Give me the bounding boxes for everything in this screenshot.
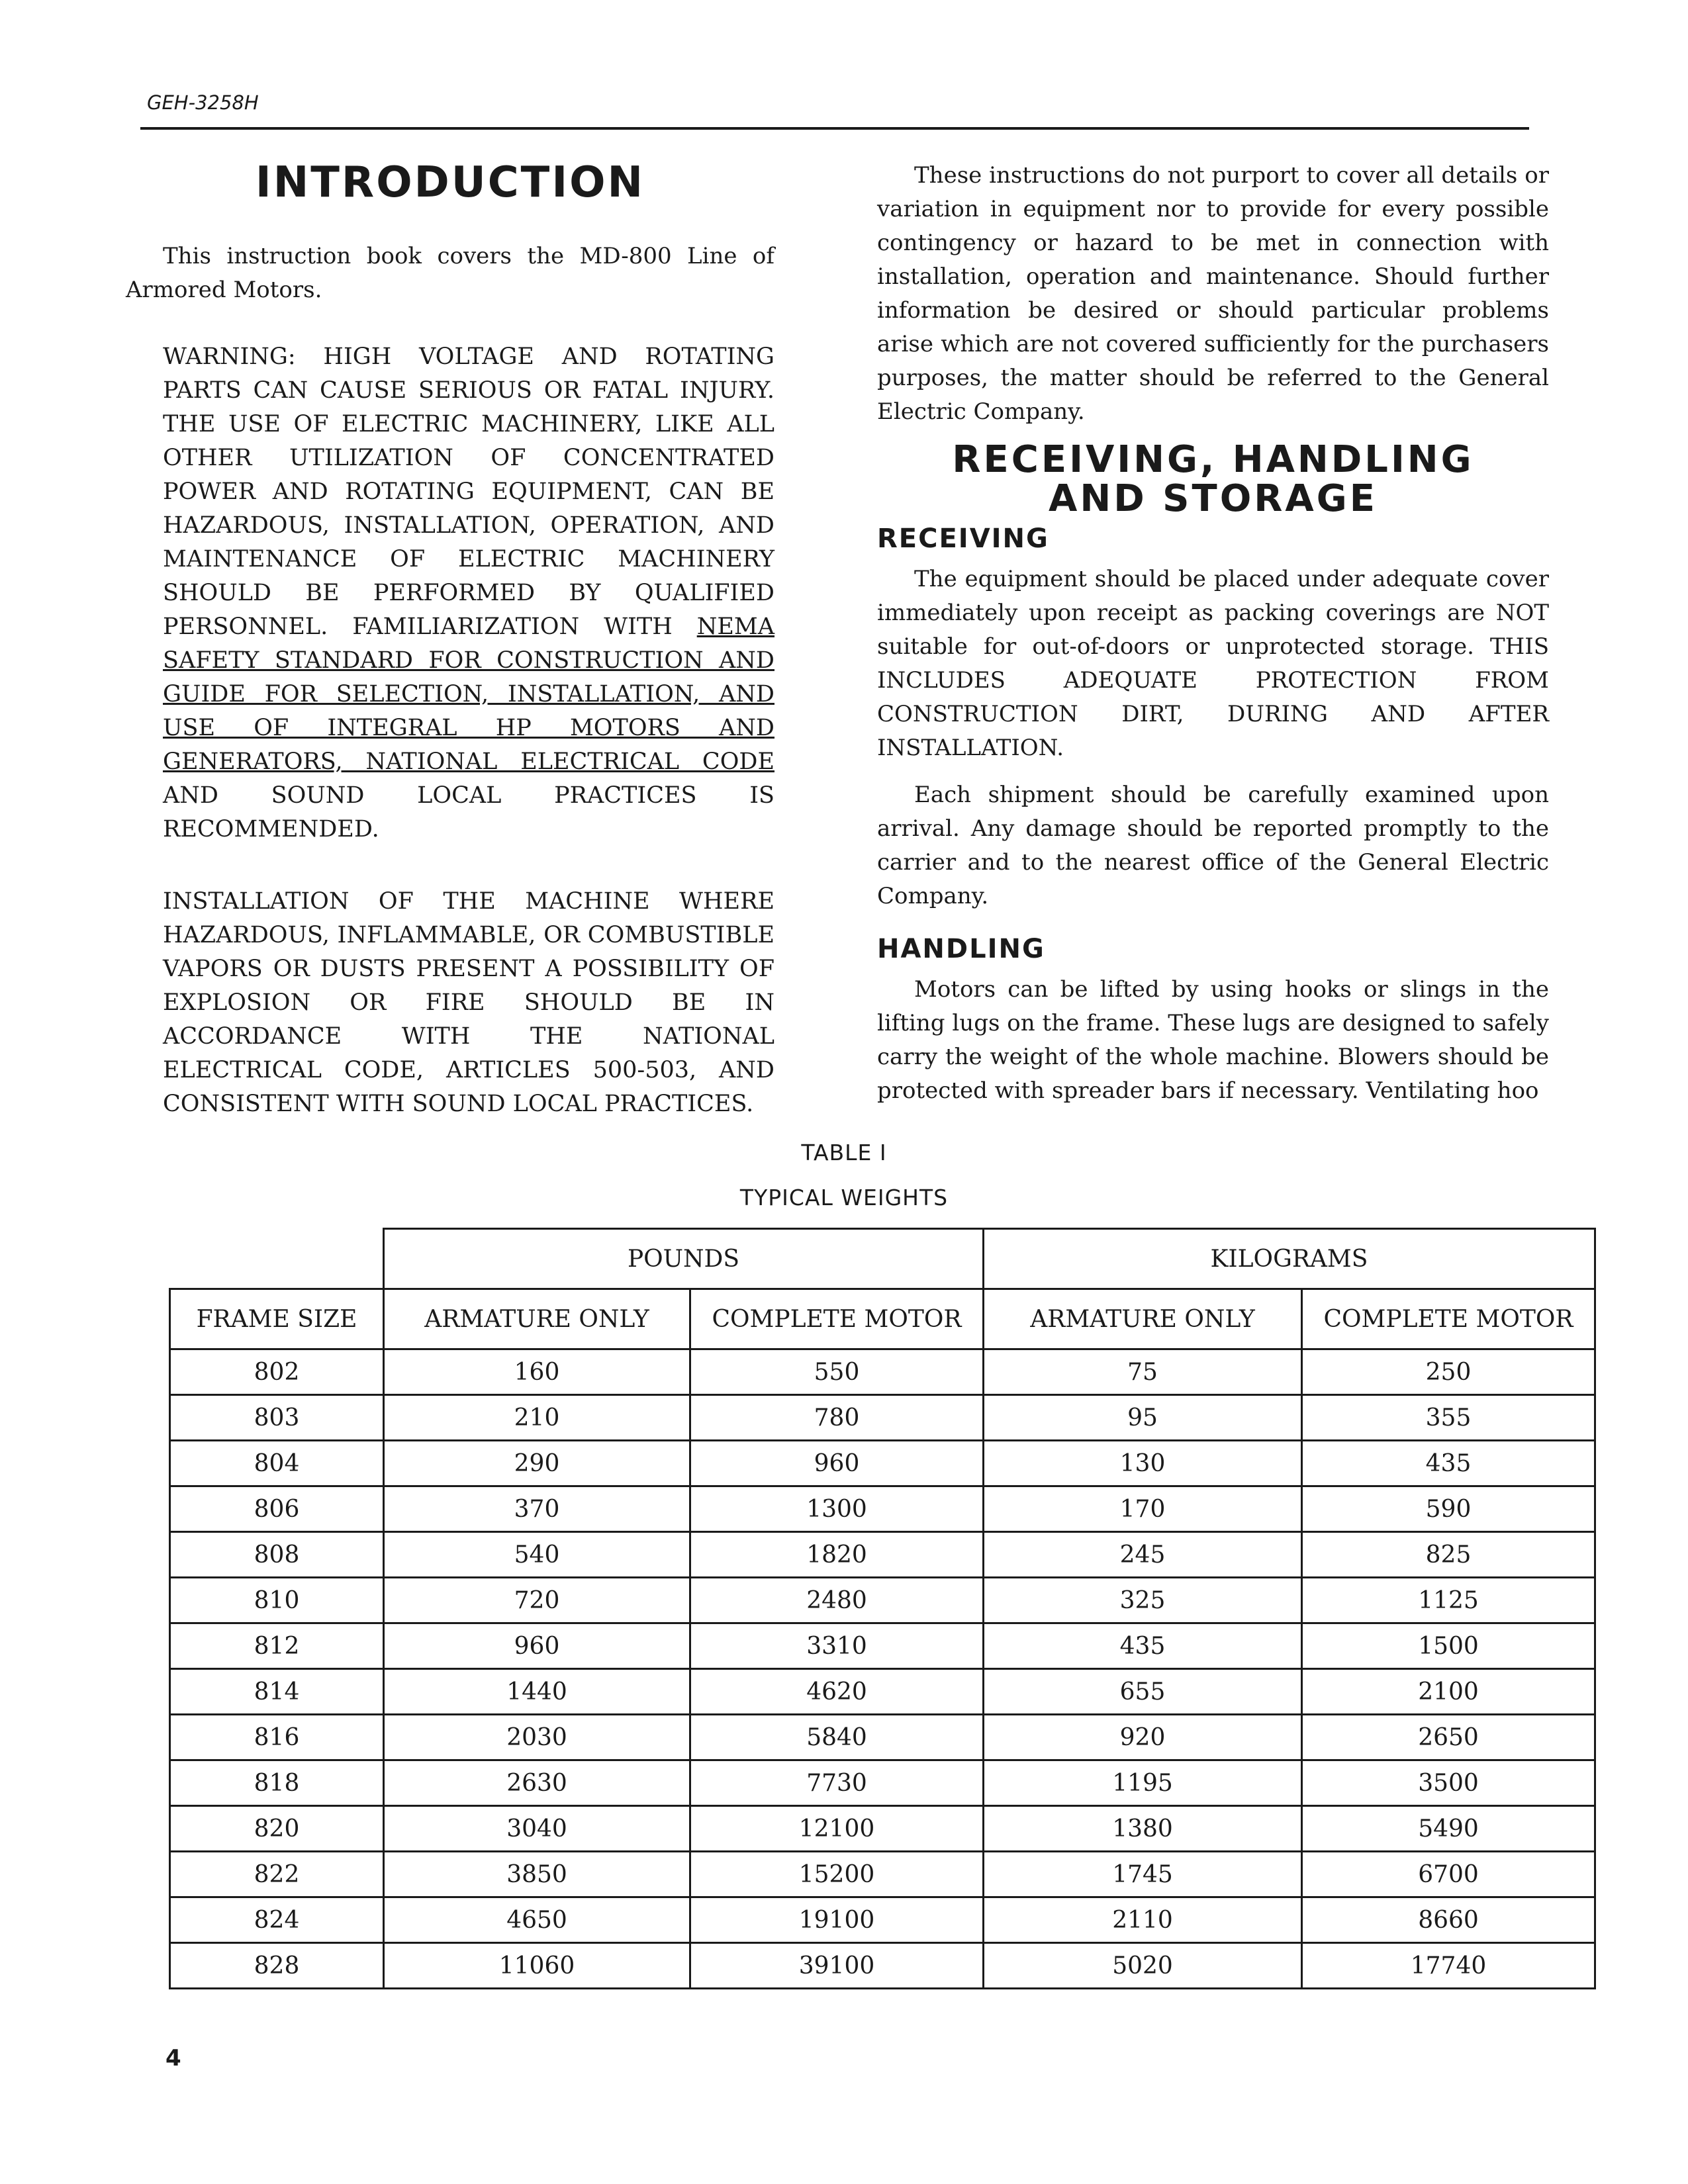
table-caption: TABLE I: [801, 1140, 887, 1165]
table-body: [170, 1349, 1595, 1989]
column-header-lb-complete: COMPLETE MOTOR: [690, 1289, 984, 1349]
frame-size-cell: 808: [170, 1532, 384, 1578]
table-row: [170, 1623, 1595, 1669]
kg-armature-cell: 435: [984, 1623, 1302, 1669]
lb-armature-cell: 11060: [384, 1943, 690, 1989]
lb-armature-cell: 3040: [384, 1806, 690, 1852]
frame-size-cell: 810: [170, 1578, 384, 1623]
kg-complete-cell: 1125: [1302, 1578, 1595, 1623]
handling-paragraph: Motors can be lifted by using hooks or slings in the lifting lugs on the frame. These lugs are designed to safely carry the weight of the whole machine. Blowers should be protected with spreader bars if necessary. Ventilating hoo: [877, 976, 1549, 1104]
kg-complete-cell: 435: [1302, 1441, 1595, 1486]
lb-armature-cell: 160: [384, 1349, 690, 1395]
lb-complete-cell: 4620: [690, 1669, 984, 1715]
table-row: [170, 1715, 1595, 1760]
frame-size-cell: 806: [170, 1486, 384, 1532]
lb-complete-cell: 5840: [690, 1715, 984, 1760]
disclaimer-paragraph: These instructions do not purport to cover all details or variation in equipment nor to provide for every possible contingency or hazard to be met in connection with installation, operation and maintenance. Should further information be desired or should particular problems arise which are not covered sufficiently for the purchasers purposes, the matter should be referred to the General Electric Company.: [877, 162, 1549, 425]
column-header-kg-armature: ARMATURE ONLY: [984, 1289, 1302, 1349]
left-column: [126, 159, 774, 1121]
lb-armature-cell: 540: [384, 1532, 690, 1578]
kg-complete-cell: 8660: [1302, 1897, 1595, 1943]
frame-size-cell: 814: [170, 1669, 384, 1715]
kg-armature-cell: 920: [984, 1715, 1302, 1760]
frame-size-cell: 818: [170, 1760, 384, 1806]
frame-size-cell: 824: [170, 1897, 384, 1943]
kg-armature-cell: 655: [984, 1669, 1302, 1715]
table-row: [170, 1395, 1595, 1441]
table-row: [170, 1532, 1595, 1578]
column-header-kg-complete: COMPLETE MOTOR: [1302, 1289, 1595, 1349]
header-rule: [140, 127, 1529, 130]
frame-size-cell: 804: [170, 1441, 384, 1486]
kg-complete-cell: 17740: [1302, 1943, 1595, 1989]
lb-armature-cell: 2630: [384, 1760, 690, 1806]
kg-armature-cell: 5020: [984, 1943, 1302, 1989]
lb-complete-cell: 15200: [690, 1852, 984, 1897]
table-row: [170, 1897, 1595, 1943]
lb-armature-cell: 2030: [384, 1715, 690, 1760]
frame-size-cell: 803: [170, 1395, 384, 1441]
frame-size-cell: 822: [170, 1852, 384, 1897]
kg-armature-cell: 325: [984, 1578, 1302, 1623]
lb-complete-cell: 19100: [690, 1897, 984, 1943]
frame-size-cell: 828: [170, 1943, 384, 1989]
kg-complete-cell: 250: [1302, 1349, 1595, 1395]
lb-armature-cell: 720: [384, 1578, 690, 1623]
kg-armature-cell: 245: [984, 1532, 1302, 1578]
kg-armature-cell: 1195: [984, 1760, 1302, 1806]
group-header-pounds: POUNDS: [384, 1229, 984, 1289]
section-title-line-2: AND STORAGE: [1048, 477, 1378, 520]
handling-heading: HANDLING: [877, 933, 1045, 964]
frame-size-cell: 812: [170, 1623, 384, 1669]
receiving-paragraph-1: The equipment should be placed under adequate cover immediately upon receipt as packing coverings are NOT suitable for out-of-doors or unprotected storage. THIS INCLUDES ADEQUATE PROTECTION FROM CONSTRUCTION DIRT, DURING AND AFTER INSTALLATION.: [877, 565, 1549, 761]
lb-complete-cell: 7730: [690, 1760, 984, 1806]
warning-paragraph: [163, 340, 774, 846]
kg-armature-cell: 95: [984, 1395, 1302, 1441]
table-row: [170, 1760, 1595, 1806]
introduction-title: INTRODUCTION: [255, 158, 645, 207]
table-row: [170, 1349, 1595, 1395]
lb-complete-cell: 1820: [690, 1532, 984, 1578]
kg-complete-cell: 2650: [1302, 1715, 1595, 1760]
table-row: [170, 1669, 1595, 1715]
right-column: [877, 159, 1549, 1108]
column-header-frame-size: FRAME SIZE: [170, 1289, 384, 1349]
lb-complete-cell: 550: [690, 1349, 984, 1395]
table-row: [170, 1943, 1595, 1989]
lb-armature-cell: 210: [384, 1395, 690, 1441]
kg-armature-cell: 130: [984, 1441, 1302, 1486]
frame-size-cell: 802: [170, 1349, 384, 1395]
lb-complete-cell: 12100: [690, 1806, 984, 1852]
table-row: [170, 1578, 1595, 1623]
lb-armature-cell: 3850: [384, 1852, 690, 1897]
lb-complete-cell: 2480: [690, 1578, 984, 1623]
lb-armature-cell: 370: [384, 1486, 690, 1532]
weights-table: [169, 1228, 1596, 1989]
kg-complete-cell: 825: [1302, 1532, 1595, 1578]
table-row: [170, 1806, 1595, 1852]
kg-armature-cell: 2110: [984, 1897, 1302, 1943]
section-title-line-1: RECEIVING, HANDLING: [952, 438, 1474, 481]
lb-complete-cell: 39100: [690, 1943, 984, 1989]
lb-complete-cell: 3310: [690, 1623, 984, 1669]
receiving-paragraph-2: Each shipment should be carefully examined upon arrival. Any damage should be reported promptly to the carrier and to the nearest office of the General Electric Company.: [877, 781, 1549, 909]
table-group-header-row: [170, 1229, 1595, 1289]
lb-armature-cell: 290: [384, 1441, 690, 1486]
kg-armature-cell: 170: [984, 1486, 1302, 1532]
kg-complete-cell: 355: [1302, 1395, 1595, 1441]
table-row: [170, 1852, 1595, 1897]
table-subtitle: TYPICAL WEIGHTS: [739, 1185, 949, 1210]
table-column-header-row: [170, 1289, 1595, 1349]
kg-complete-cell: 6700: [1302, 1852, 1595, 1897]
kg-complete-cell: 1500: [1302, 1623, 1595, 1669]
intro-paragraph: This instruction book covers the MD-800 Line of Armored Motors.: [126, 242, 774, 303]
kg-complete-cell: 590: [1302, 1486, 1595, 1532]
lb-armature-cell: 1440: [384, 1669, 690, 1715]
column-header-lb-armature: ARMATURE ONLY: [384, 1289, 690, 1349]
table-row: [170, 1486, 1595, 1532]
frame-size-cell: 820: [170, 1806, 384, 1852]
warning-text: WARNING: HIGH VOLTAGE AND ROTATING PARTS CAN CAUSE SERIOUS OR FATAL INJURY. THE USE OF ELECTRIC MACHINERY, LIKE ALL OTHER UTILIZATION OF CONCENTRATED POWER AND ROTATING EQUIPMENT, CAN BE HAZARDOUS, INSTALLATION, OPERATION, AND MAINTENANCE OF ELECTRIC MACHINERY SHOULD BE PERFORMED BY QUALIFIED PERSONNEL. FAMILIARIZATION WITH: [163, 343, 774, 640]
warning-text-end: AND SOUND LOCAL PRACTICES IS RECOMMENDED.: [163, 782, 774, 842]
lb-armature-cell: 960: [384, 1623, 690, 1669]
kg-armature-cell: 75: [984, 1349, 1302, 1395]
lb-complete-cell: 780: [690, 1395, 984, 1441]
lb-complete-cell: 1300: [690, 1486, 984, 1532]
warning-underlined-text: NEMA SAFETY STANDARD FOR CONSTRUCTION AND GUIDE FOR SELECTION, INSTALLATION, AND USE OF INTEGRAL HP MOTORS AND GENERATORS, NATIONAL ELECTRICAL CODE: [163, 613, 774, 775]
group-header-kilograms: KILOGRAMS: [984, 1229, 1595, 1289]
document-id: GEH-3258H: [147, 91, 259, 114]
installation-paragraph: INSTALLATION OF THE MACHINE WHERE HAZARDOUS, INFLAMMABLE, OR COMBUSTIBLE VAPORS OR DUSTS PRESENT A POSSIBILITY OF EXPLOSION OR FIRE SHOULD BE IN ACCORDANCE WITH THE NATIONAL ELECTRICAL CODE, ARTICLES 500-503, AND CONSISTENT WITH SOUND LOCAL PRACTICES.: [163, 887, 774, 1117]
kg-complete-cell: 3500: [1302, 1760, 1595, 1806]
table-corner-blank: [170, 1229, 384, 1289]
lb-armature-cell: 4650: [384, 1897, 690, 1943]
lb-complete-cell: 960: [690, 1441, 984, 1486]
kg-complete-cell: 5490: [1302, 1806, 1595, 1852]
table-row: [170, 1441, 1595, 1486]
receiving-heading: RECEIVING: [877, 523, 1049, 554]
kg-armature-cell: 1745: [984, 1852, 1302, 1897]
frame-size-cell: 816: [170, 1715, 384, 1760]
kg-complete-cell: 2100: [1302, 1669, 1595, 1715]
page-number: 4: [165, 2045, 181, 2071]
kg-armature-cell: 1380: [984, 1806, 1302, 1852]
